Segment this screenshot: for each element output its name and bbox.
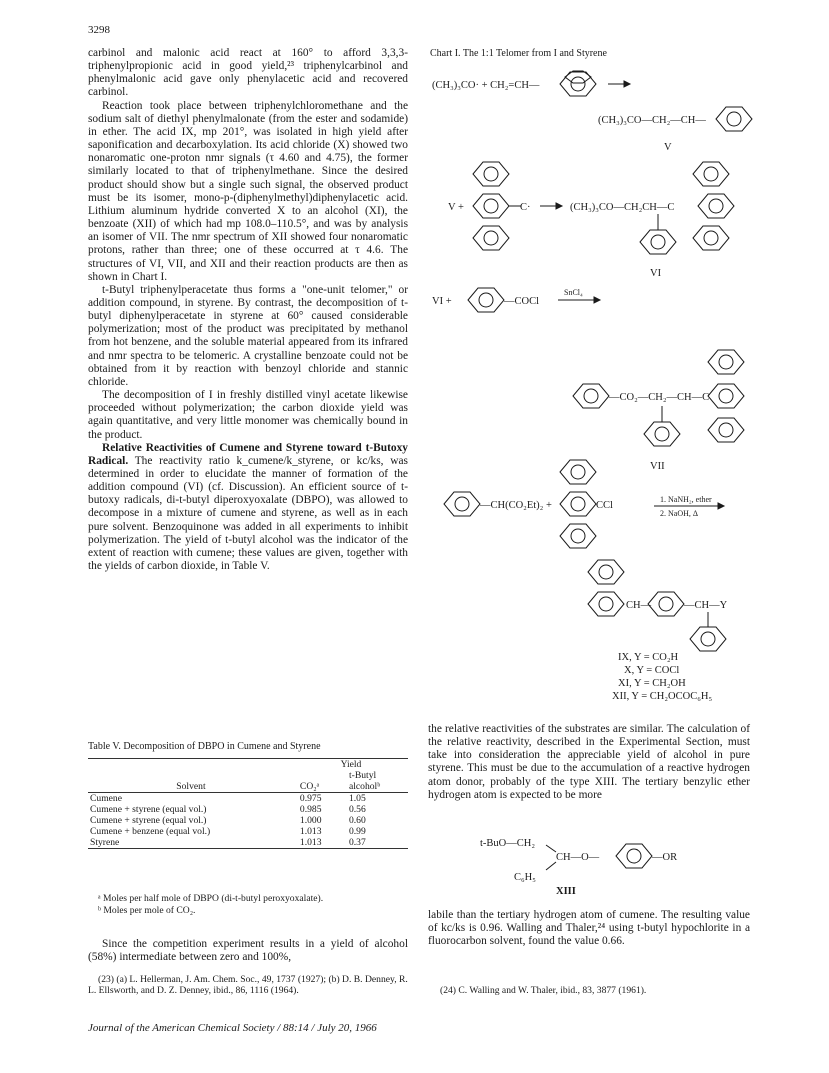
reaction-1-reactants: (CH₃)₃CO· + CH₂=CH— bbox=[432, 80, 540, 91]
benzene-ring bbox=[560, 492, 596, 516]
chart-i-scheme bbox=[428, 44, 758, 714]
footnote-24: (24) C. Walling and W. Thaler, ibid., 83, 3877 (1961). bbox=[440, 985, 647, 996]
benzene-ring bbox=[473, 162, 509, 186]
benzene-ring bbox=[444, 492, 480, 516]
benzene-ring bbox=[693, 162, 729, 186]
reaction-3-reagent: SnCl₄ bbox=[564, 288, 583, 297]
journal-footer: Journal of the American Chemical Society / 88:14 / July 20, 1966 bbox=[88, 1022, 377, 1034]
paragraph: The decomposition of I in freshly distilled vinyl acetate likewise proceeded without polymerization; the carbon dioxide yield was again quantitative, and very little monomer was chemically bound in the product. bbox=[88, 389, 408, 441]
benzene-ring bbox=[588, 592, 624, 616]
xiii-phenyl: C₆H₅ bbox=[514, 872, 536, 883]
paragraph: t-Butyl triphenylperacetate thus forms a "one-unit telomer," or addition compound, in styrene. By contrast, the decomposition of t-butyl diphenylperacetate in styrene at 60° caused considerable polymerization; most of the product was precipitated by methanol from hot benzene, and the soluble material appeared from its infrared and nmr spectra to be telomeric. A crystalline benzoate could not be obtained from it by reaction with benzoyl chloride and stannic chloride. bbox=[88, 283, 408, 388]
table-header-co2: CO₂ᵃ bbox=[299, 781, 320, 792]
benzene-ring bbox=[698, 194, 734, 218]
xiii-or: —OR bbox=[652, 852, 678, 863]
reaction-5-chloride: CCl bbox=[596, 500, 613, 511]
reaction-5-reagent-1: 1. NaNH₂, ether bbox=[660, 495, 712, 504]
paragraph: carbinol and malonic acid react at 160° to afford 3,3,3-triphenylpropionic acid in good yield,²³ triphenylcarbinol and phenylmalonic acid gave only phenylacetic acid and recovered carbinol. bbox=[88, 47, 408, 99]
compound-label-vi: VI bbox=[650, 268, 662, 279]
reaction-2-product: (CH₃)₃CO—CH₂CH—C bbox=[570, 202, 675, 213]
benzene-ring bbox=[716, 107, 752, 131]
benzene-ring bbox=[648, 592, 684, 616]
table-caption: Table V. Decomposition of DBPO in Cumene and Styrene bbox=[88, 741, 321, 752]
benzene-ring bbox=[644, 422, 680, 446]
benzene-ring bbox=[473, 226, 509, 250]
table-row: Cumene 0.975 1.05 bbox=[90, 793, 366, 804]
benzene-ring bbox=[693, 226, 729, 250]
xiii-ch-o: CH—O— bbox=[556, 852, 600, 863]
compound-label-v: V bbox=[664, 142, 672, 153]
table-header-solvent: Solvent bbox=[176, 781, 206, 792]
structure-xiii bbox=[470, 828, 730, 898]
benzene-ring bbox=[573, 384, 609, 408]
benzene-ring bbox=[560, 460, 596, 484]
table-row: Cumene + styrene (equal vol.) 0.985 0.56 bbox=[90, 804, 366, 815]
table-row: Styrene 1.013 0.37 bbox=[88, 837, 408, 849]
table-header-alcohol: t-Butyl bbox=[348, 770, 377, 781]
paragraph: Since the competition experiment results in a yield of alcohol (58%) intermediate between zero and 100%, bbox=[88, 938, 408, 964]
table-group-header: Yield bbox=[340, 759, 362, 770]
paragraph: Reaction took place between triphenylchloromethane and the sodium salt of diethyl phenylmalonate (from the ester and sodamide) in ether. The acid IX, mp 201°, was isolated in high yield after saponification and decarboxylation. Its acid chloride (X) showed two nonaromatic one-proton nmr signals (τ 4.60 and 4.75), the former similarly located to that of triphenylmethane. Since the desired product should show but a single such signal, the observed product must be its isomer, mono-p-(diphenylmethyl)diphenylacetic acid. Lithium aluminum hydride converted X to an alcohol (XI), the benzoate (XII) of which had mp 108.0–110.5°, and was by analysis an isomer of VII. The nmr spectrum of XII showed four nonaromatic protons, rather than three; one of these occurred at τ 4.6. The structures of VI, VII, and XII and their reaction products are then as shown in Chart I. bbox=[88, 99, 408, 283]
table-note-b: ᵇ Moles per mole of CO₂. bbox=[98, 905, 196, 916]
reaction-2-v: V + bbox=[448, 202, 464, 213]
left-column bbox=[88, 47, 408, 573]
benzene-ring bbox=[560, 72, 596, 96]
chart-title: Chart I. The 1:1 Telomer from I and Styrene bbox=[430, 48, 607, 59]
reaction-4-product: —CO₂—CH₂—CH—C bbox=[609, 392, 710, 403]
reaction-2-radical: C· bbox=[520, 202, 531, 213]
compound-label-xiii: XIII bbox=[556, 886, 576, 897]
reaction-5-reactants: —CH(CO₂Et)₂ + bbox=[480, 500, 552, 511]
compound-label-x: X, Y = COCl bbox=[624, 665, 680, 676]
benzene-ring bbox=[708, 418, 744, 442]
table-note-a: ᵃ Moles per half mole of DBPO (di-t-butyl peroxyoxalate). bbox=[98, 893, 324, 904]
compound-label-xii: XII, Y = CH₂OCOC₆H₅ bbox=[612, 691, 713, 702]
benzene-ring bbox=[708, 350, 744, 374]
benzene-ring bbox=[616, 844, 652, 868]
table-row: Cumene + benzene (equal vol.) 1.013 0.99 bbox=[90, 826, 366, 837]
table-v bbox=[88, 758, 408, 849]
compound-label-xi: XI, Y = CH₂OH bbox=[618, 678, 686, 689]
benzene-ring bbox=[560, 524, 596, 548]
benzene-ring bbox=[468, 288, 504, 312]
reaction-1-product: (CH₃)₃CO—CH₂—CH— bbox=[598, 115, 706, 126]
page-number: 3298 bbox=[88, 24, 110, 36]
left-column-end bbox=[88, 938, 408, 964]
benzene-ring bbox=[690, 627, 726, 651]
benzene-ring bbox=[473, 194, 509, 218]
compound-label-ix: IX, Y = CO₂H bbox=[618, 652, 679, 663]
reaction-5-reagent-2: 2. NaOH, Δ bbox=[660, 509, 699, 518]
product-ch-y: —CH—Y bbox=[684, 600, 728, 611]
xiii-tbuo: t-BuO—CH₂ bbox=[480, 838, 535, 849]
reaction-3-vi: VI + bbox=[432, 296, 452, 307]
compound-label-vii: VII bbox=[650, 461, 665, 472]
paragraph bbox=[88, 442, 408, 574]
table-row: Cumene + styrene (equal vol.) 1.000 0.60 bbox=[90, 815, 366, 826]
product-ch: CH— bbox=[626, 600, 652, 611]
paragraph-body: The reactivity ratio k_cumene/k_styrene, or kc/ks, was determined in order to elucidate the manner of formation of the addition compound (VI) (cf. Discussion). An efficient source of t-butoxy radicals, di-t-butyl diperoxyoxalate (DBPO), was allowed to decompose in a mixture of cumene and styrene, as well as in each pure solvent. Benzoquinone was added in all experiments to inhibit polymerization. The yield of t-butyl alcohol was the indicator of the extent of reaction with cumene; these values are given, together with the yields of carbon dioxide, in Table V. bbox=[88, 454, 408, 573]
benzene-ring bbox=[588, 560, 624, 584]
right-column-paragraph: labile than the tertiary hydrogen atom of cumene. The resulting value of kc/ks is 0.96. Walling and Thaler,²⁴ using t-butyl hypochlorite in a fluorocarbon solvent, found the value 0.66. bbox=[428, 909, 750, 948]
footnote-23: (23) (a) L. Hellerman, J. Am. Chem. Soc., 49, 1737 (1927); (b) D. B. Denney, R. L. Ellsworth, and D. Z. Denney, ibid., 86, 1116 (1964). bbox=[88, 974, 408, 996]
benzene-ring bbox=[640, 230, 676, 254]
table-header-alcohol: alcoholᵇ bbox=[348, 781, 381, 792]
benzene-ring bbox=[571, 77, 585, 91]
section-heading: Relative Reactivities of Cumene and Styrene toward t-Butoxy Radical. bbox=[88, 441, 408, 467]
benzene-ring bbox=[708, 384, 744, 408]
right-column-paragraph: the relative reactivities of the substrates are similar. The calculation of the relative reactivity, described in the Experimental Section, must take into consideration the appreciable yield of alcohol in pure styrene. This must be due to the accumulation of a reactive hydrogen atom donor, probably of the type XIII. The tertiary benzylic ether hydrogen atom is expected to be more bbox=[428, 723, 750, 801]
reaction-3-benzoyl-chloride: —COCl bbox=[504, 296, 540, 307]
